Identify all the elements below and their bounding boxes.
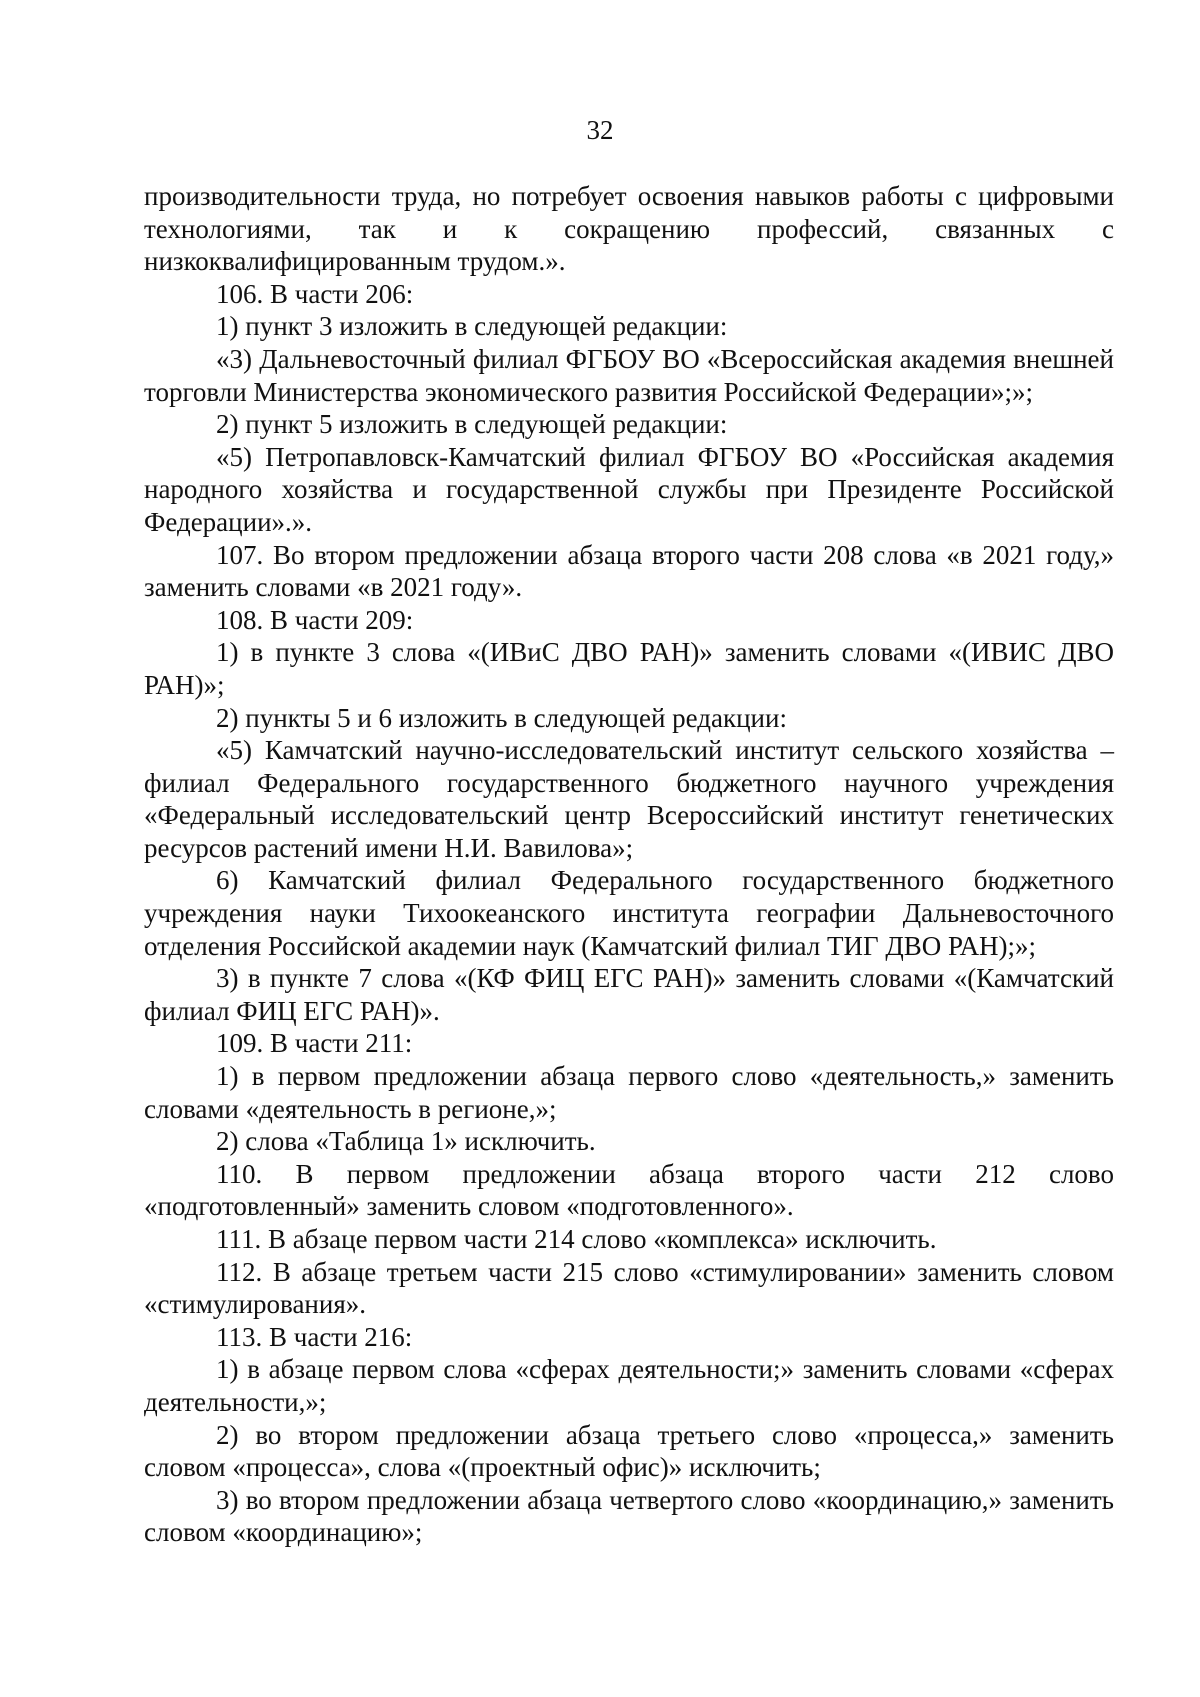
paragraph-subitem: 3) во втором предложении абзаца четвертого слово «координацию,» заменить словом «координацию»; <box>144 1484 1114 1548</box>
paragraph-subitem: 2) пункты 5 и 6 изложить в следующей редакции: <box>216 702 787 733</box>
paragraph-item-107: 107. Во втором предложении абзаца второго части 208 слова «в 2021 году,» заменить словами «в 2021 году». <box>144 539 1114 603</box>
paragraph-item-108: 108. В части 209: <box>216 604 414 635</box>
document-body <box>144 180 1114 1549</box>
paragraph-subitem: 1) в абзаце первом слова «сферах деятельности;» заменить словами «сферах деятельности,»; <box>144 1354 1114 1417</box>
paragraph-quote: «5) Петропавловск-Камчатский филиал ФГБОУ ВО «Российская академия народного хозяйства и государственной службы при Президенте Российской Федерации».». <box>144 441 1114 537</box>
paragraph-quote: 6) Камчатский филиал Федерального государственного бюджетного учреждения науки Тихоокеанского института географии Дальневосточного отделения Российской академии наук (Камчатский филиал ТИГ ДВО РАН);»; <box>144 865 1114 961</box>
paragraph-quote: «3) Дальневосточный филиал ФГБОУ ВО «Всероссийская академия внешней торговли Министерства экономического развития Российской Федерации»;»; <box>144 343 1114 407</box>
page-number: 32 <box>586 115 614 145</box>
paragraph-subitem: 1) пункт 3 изложить в следующей редакции: <box>216 311 728 342</box>
paragraph-subitem: 2) во втором предложении абзаца третьего слово «процесса,» заменить словом «процесса», слова «(проектный офис)» исключить; <box>144 1419 1114 1483</box>
paragraph-subitem: 1) в первом предложении абзаца первого слово «деятельность,» заменить словами «деятельность в регионе,»; <box>144 1061 1114 1124</box>
paragraph-item-113: 113. В части 216: <box>216 1321 413 1352</box>
paragraph-item-106: 106. В части 206: <box>216 278 414 309</box>
paragraph-item-112: 112. В абзаце третьем части 215 слово «стимулировании» заменить словом «стимулирования». <box>144 1256 1114 1320</box>
paragraph-item-111: 111. В абзаце первом части 214 слово «комплекса» исключить. <box>216 1224 937 1254</box>
paragraph-subitem: 3) в пункте 7 слова «(КФ ФИЦ ЕГС РАН)» заменить словами «(Камчатский филиал ФИЦ ЕГС РАН)». <box>144 963 1114 1026</box>
paragraph-continuation: производительности труда, но потребует освоения навыков работы с цифровыми технологиями, так и к сокращению профессий, связанных с низкоквалифицированным трудом.». <box>144 181 1114 277</box>
paragraph-item-109: 109. В части 211: <box>216 1028 413 1059</box>
paragraph-subitem: 2) слова «Таблица 1» исключить. <box>216 1126 596 1157</box>
paragraph-item-110: 110. В первом предложении абзаца второго части 212 слово «подготовленный» заменить словом «подготовленного». <box>144 1158 1114 1222</box>
paragraph-quote: «5) Камчатский научно-исследовательский институт сельского хозяйства – филиал Федерального государственного бюджетного научного учреждения «Федеральный исследовательский центр Всероссийский институт генетических ресурсов растений имени Н.И. Вавилова»; <box>144 735 1114 863</box>
paragraph-subitem: 2) пункт 5 изложить в следующей редакции: <box>216 409 728 440</box>
paragraph-subitem: 1) в пункте 3 слова «(ИВиС ДВО РАН)» заменить словами «(ИВИС ДВО РАН)»; <box>144 637 1114 700</box>
